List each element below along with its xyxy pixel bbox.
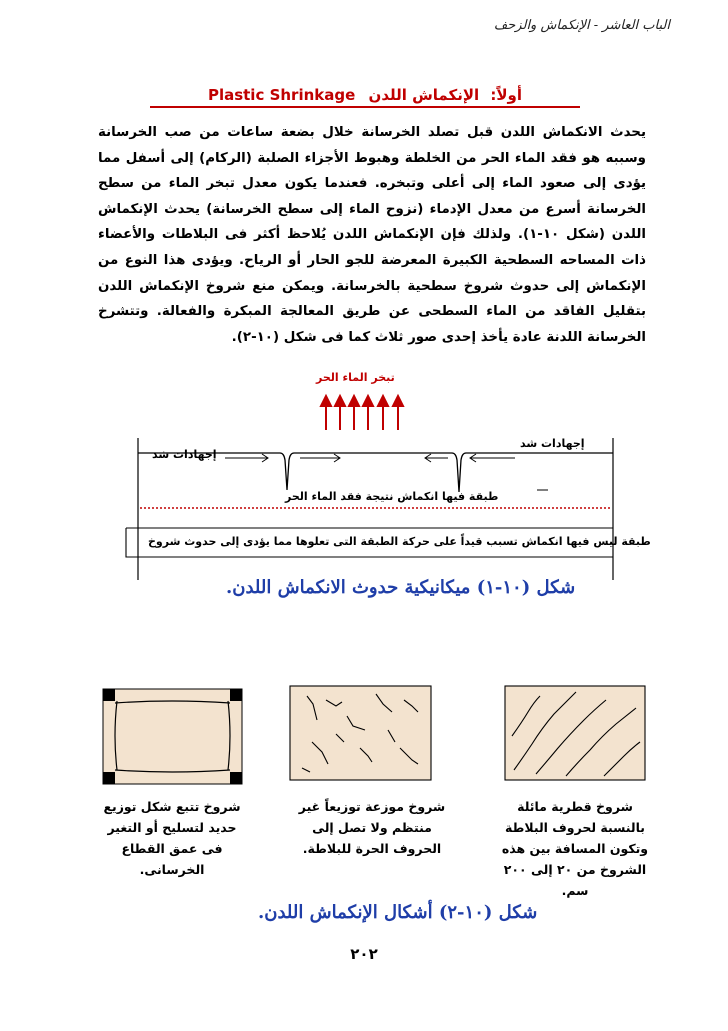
pane-right-caption: شروخ قطرية مائلة بالنسبة لحروف البلاطة وتكون المسافة بين هذه الشروخ من ٢٠ إلى ٢٠٠ سم. — [501, 799, 649, 898]
pane-random-cracks — [290, 686, 431, 780]
pane-reinforcement-cracks — [103, 689, 242, 784]
pane-middle-caption: شروخ موزعة توزيعاً غير منتظم ولا تصل إلى الحروف الحرة للبلاطة. — [298, 799, 446, 856]
section-arabic-title: الإنكماش اللدن — [368, 86, 480, 104]
figure1-caption: شكل (١٠-١) ميكانيكية حدوث الانكماش اللدن. — [226, 577, 576, 598]
section-english-title: Plastic Shrinkage — [207, 86, 356, 104]
bottom-layer-label: طبقة ليس فيها انكماش تسبب قيداً على حركة الطبقة التى تعلوها مما يؤدى إلى حدوث شروخ — [148, 535, 651, 548]
running-header: الباب العاشر - الإنكماش والزحف — [493, 18, 670, 33]
stress-label-left: إجهادات شد — [152, 448, 217, 461]
evaporation-label: تبخر الماء الحر — [316, 371, 395, 384]
top-layer-label: طبقة فيها انكماش نتيجة فقد الماء الحر — [285, 490, 499, 503]
figure2-caption: شكل (١٠-٢) أشكال الإنكماش اللدن. — [258, 902, 538, 923]
section-prefix: أولاً: — [490, 86, 523, 104]
pane-left-caption: شروخ تتبع شكل توزيع حديد لتسليح أو التغير فى عمق القطاع الخرسانى. — [103, 799, 241, 877]
body-text: يحدث الانكماش اللدن قبل تصلد الخرسانة خلال بضعة ساعات من صب الخرسانة وسببه هو فقد الماء الحر من الخلطة وهبوط الأجزاء الصلبة (الركام) إلى أسفل مما يؤدى إلى صعود الماء إلى أعلى وتبخره. فعندما يكون معدل تبخر الماء من سطح الخرسانة أسرع من معدل الإدماء (نزوح الماء إلى سطح الخرسانة) يحدث الإنكماش اللدن (شكل ١٠-١). ولذلك فإن الإنكماش اللدن يُلاحظ أكثر فى البلاطات والأعضاء ذات المساحه السطحية الكبيرة المعرضة للجو الحار أو الرياح. ويؤدى هذا النوع من الإنكماش إلى حدوث شروخ سطحية بالخرسانة. ويمكن منع شروخ الإنكماش اللدن بتقليل الفاقد من الماء السطحى عن طريق المعالجة المبكرة والفعالة. وتتشرخ الخرسانة اللدنة عادة يأخذ إحدى صور ثلاث كما فى شكل (١٠-٢). — [98, 125, 646, 345]
pane-diagonal-cracks — [505, 686, 645, 780]
page-number: ٢٠٢ — [350, 945, 378, 963]
stress-label-right: إجهادات شد — [520, 437, 585, 450]
